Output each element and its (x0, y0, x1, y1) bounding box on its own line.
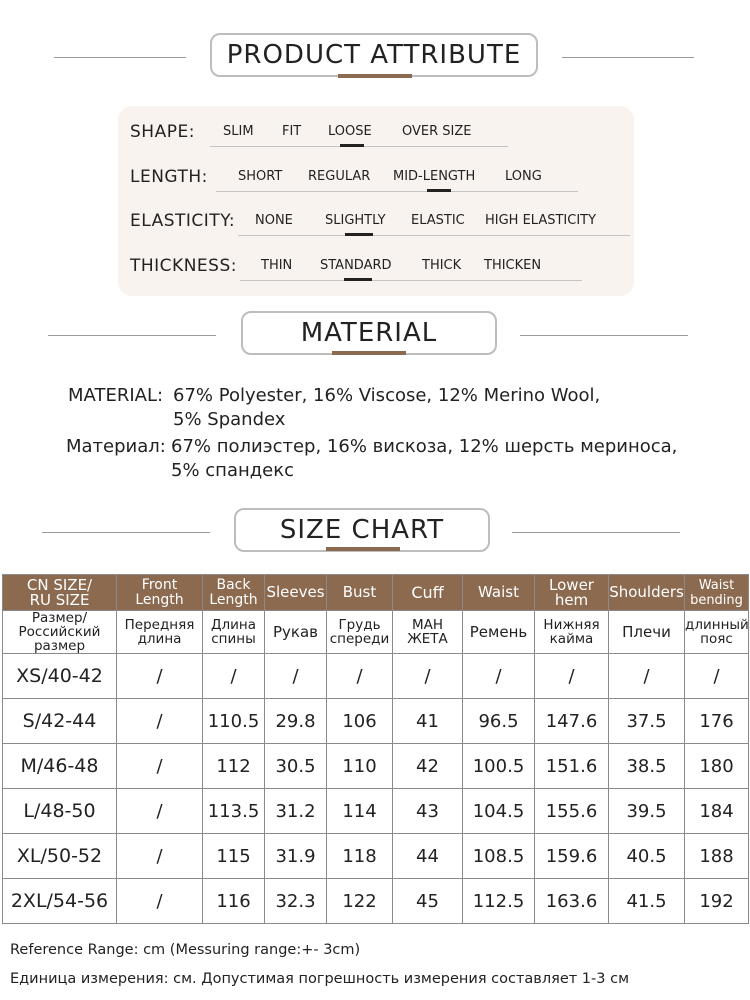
size-cell: L/48-50 (3, 789, 117, 834)
measurement-cell: 43 (393, 789, 463, 834)
measurement-cell: / (117, 789, 203, 834)
material-text-en-cont: 5% Spandex (173, 409, 286, 430)
header-text: Front (141, 576, 178, 593)
measurement-cell: / (463, 654, 535, 699)
size-cell: XL/50-52 (3, 834, 117, 879)
attr-option: FIT (282, 124, 302, 139)
header-text: Length (209, 591, 258, 608)
measurement-cell: 151.6 (535, 744, 609, 789)
table-row (3, 699, 749, 744)
header-text: ЖЕТА (407, 631, 448, 647)
divider-left (42, 532, 210, 533)
column-header-ru (685, 611, 749, 654)
column-header-ru (609, 611, 685, 654)
size-chart-table (2, 574, 749, 924)
measurement-cell: / (117, 834, 203, 879)
divider-left (48, 335, 216, 336)
measurement-cell: / (117, 699, 203, 744)
attr-option: OVER SIZE (402, 124, 472, 139)
title-accent-bar (332, 351, 406, 355)
header-text: кайма (549, 631, 594, 647)
measurement-cell: 30.5 (265, 744, 327, 789)
column-header-en (393, 575, 463, 611)
measurement-cell: 45 (393, 879, 463, 924)
size-table-body (3, 654, 749, 924)
attr-option: SHORT (238, 169, 283, 184)
measurement-cell: 118 (327, 834, 393, 879)
divider-left (54, 57, 186, 58)
column-header-en (685, 575, 749, 611)
header-text: Shoulders (609, 583, 684, 601)
header-text: спины (211, 631, 256, 647)
header-text: Размер/ (31, 610, 88, 626)
header-text: Рукав (272, 623, 318, 641)
size-cell: S/42-44 (3, 699, 117, 744)
header-text: Back (216, 576, 251, 593)
attr-option: SLIM (223, 124, 254, 139)
column-header-ru (265, 611, 327, 654)
table-row (3, 654, 749, 699)
header-text: Sleeves (266, 583, 325, 601)
measurement-cell: 184 (685, 789, 749, 834)
measurement-cell: / (535, 654, 609, 699)
column-header-ru (535, 611, 609, 654)
size-cell: M/46-48 (3, 744, 117, 789)
attr-label: THICKNESS: (130, 256, 237, 276)
header-text: Cuff (411, 583, 444, 602)
column-header-ru (393, 611, 463, 654)
measurement-cell: 100.5 (463, 744, 535, 789)
size-cell: 2XL/54-56 (3, 879, 117, 924)
header-text: RU SIZE (29, 590, 90, 609)
header-text: Нижняя (543, 617, 600, 633)
column-header-en (265, 575, 327, 611)
size-cell: XS/40-42 (3, 654, 117, 699)
material-text-ru: 67% полиэстер, 16% вискоза, 12% шерсть мериноса, (171, 436, 678, 457)
measurement-cell: / (117, 744, 203, 789)
measurement-cell: 163.6 (535, 879, 609, 924)
measurement-cell: / (609, 654, 685, 699)
column-header-en (327, 575, 393, 611)
header-text: Lower (549, 575, 594, 594)
title-accent-bar (338, 74, 412, 78)
attr-option-selected: STANDARD (320, 258, 392, 273)
measurement-cell: 122 (327, 879, 393, 924)
section-header-attribute (0, 33, 750, 83)
attr-label: ELASTICITY: (130, 211, 236, 231)
measurement-cell: 116 (203, 879, 265, 924)
section-header-material (0, 311, 750, 361)
column-header-en (203, 575, 265, 611)
measurement-cell: / (327, 654, 393, 699)
header-text: Length (135, 591, 184, 608)
divider-right (520, 335, 688, 336)
header-text: Bust (342, 583, 377, 601)
column-header-en (3, 575, 117, 611)
measurement-cell: / (265, 654, 327, 699)
measurement-cell: 180 (685, 744, 749, 789)
measurement-cell: 147.6 (535, 699, 609, 744)
selected-marker (345, 233, 373, 236)
attr-option-selected: MID-LENGTH (393, 169, 476, 184)
section-title: MATERIAL (241, 311, 497, 355)
table-row (3, 789, 749, 834)
measurement-cell: 41 (393, 699, 463, 744)
table-row (3, 879, 749, 924)
column-header-en (535, 575, 609, 611)
measurement-cell: 37.5 (609, 699, 685, 744)
header-text: размер (33, 638, 86, 654)
attr-option-selected: LOOSE (328, 124, 372, 139)
attr-option: ELASTIC (411, 213, 465, 228)
measurement-cell: 176 (685, 699, 749, 744)
attr-option: THICKEN (484, 258, 542, 273)
material-label-en: MATERIAL: (68, 385, 164, 406)
header-text: Передняя (124, 617, 195, 633)
measurement-cell: 106 (327, 699, 393, 744)
divider-right (562, 57, 694, 58)
header-text: МАН (411, 617, 444, 633)
column-header-ru (463, 611, 535, 654)
measurement-cell: 32.3 (265, 879, 327, 924)
attr-option: REGULAR (308, 169, 371, 184)
selected-marker (344, 278, 372, 281)
attr-option: THIN (261, 258, 293, 273)
measurement-cell: 104.5 (463, 789, 535, 834)
header-text: Waist (478, 583, 519, 601)
column-header-ru (117, 611, 203, 654)
header-text: CN SIZE/ (26, 575, 93, 594)
material-text-ru-cont: 5% спандекс (171, 460, 295, 481)
measurement-cell: 110.5 (203, 699, 265, 744)
column-header-en (117, 575, 203, 611)
header-text: пояс (700, 631, 733, 647)
measurement-cell: 31.2 (265, 789, 327, 834)
measurement-cell: 42 (393, 744, 463, 789)
header-row-en (3, 575, 749, 611)
table-row (3, 834, 749, 879)
measurement-cell: / (117, 879, 203, 924)
measurement-cell: 115 (203, 834, 265, 879)
header-text: Плечи (622, 623, 671, 641)
attr-option: NONE (255, 213, 293, 228)
measurement-cell: 110 (327, 744, 393, 789)
measurement-cell: 31.9 (265, 834, 327, 879)
header-text: Российский (18, 624, 101, 640)
material-text-en: 67% Polyester, 16% Viscose, 12% Merino Wool, (173, 385, 601, 406)
reference-range-note: Reference Range: cm (Messuring range:+- 3cm) (10, 942, 361, 958)
measurement-cell: / (685, 654, 749, 699)
measurement-cell: / (393, 654, 463, 699)
material-label-ru: Материал: (66, 436, 166, 457)
selected-marker (340, 144, 364, 147)
divider-right (512, 532, 680, 533)
measurement-cell: 41.5 (609, 879, 685, 924)
measurement-cell: 44 (393, 834, 463, 879)
column-header-ru (203, 611, 265, 654)
measurement-note-ru: Единица измерения: см. Допустимая погрешность измерения составляет 1-3 см (10, 971, 630, 987)
measurement-cell: 113.5 (203, 789, 265, 834)
measurement-cell: 38.5 (609, 744, 685, 789)
header-row-ru (3, 611, 749, 654)
section-header-size (0, 508, 750, 558)
measurement-cell: 155.6 (535, 789, 609, 834)
section-title: PRODUCT ATTRIBUTE (210, 33, 538, 77)
title-accent-bar (326, 547, 400, 551)
selected-marker (427, 189, 451, 192)
table-row (3, 744, 749, 789)
header-text: Грудь (338, 617, 381, 633)
measurement-cell: 96.5 (463, 699, 535, 744)
measurement-cell: 112.5 (463, 879, 535, 924)
column-header-ru (327, 611, 393, 654)
measurement-cell: 40.5 (609, 834, 685, 879)
measurement-cell: 29.8 (265, 699, 327, 744)
header-text: длина (137, 631, 182, 647)
measurement-cell: 108.5 (463, 834, 535, 879)
header-text: Длина (210, 617, 257, 633)
measurement-cell: 112 (203, 744, 265, 789)
column-header-en (463, 575, 535, 611)
column-header-ru (3, 611, 117, 654)
header-text: Ремень (469, 623, 528, 641)
column-header-en (609, 575, 685, 611)
header-text: hem (554, 590, 589, 609)
attr-label: SHAPE: (130, 122, 195, 142)
attr-label: LENGTH: (130, 167, 208, 187)
measurement-cell: 159.6 (535, 834, 609, 879)
attr-option-selected: SLIGHTLY (325, 213, 386, 228)
measurement-cell: / (117, 654, 203, 699)
header-text: Waist (698, 577, 735, 593)
attr-option: THICK (422, 258, 462, 273)
section-title: SIZE CHART (234, 508, 490, 552)
measurement-cell: 192 (685, 879, 749, 924)
attr-option: LONG (505, 169, 542, 184)
attribute-card (118, 106, 634, 296)
measurement-cell: / (203, 654, 265, 699)
attr-option: HIGH ELASTICITY (485, 213, 597, 228)
measurement-cell: 114 (327, 789, 393, 834)
measurement-cell: 188 (685, 834, 749, 879)
header-text: bending (690, 592, 743, 608)
header-text: длинный (685, 617, 749, 633)
measurement-cell: 39.5 (609, 789, 685, 834)
header-text: спереди (329, 631, 390, 647)
